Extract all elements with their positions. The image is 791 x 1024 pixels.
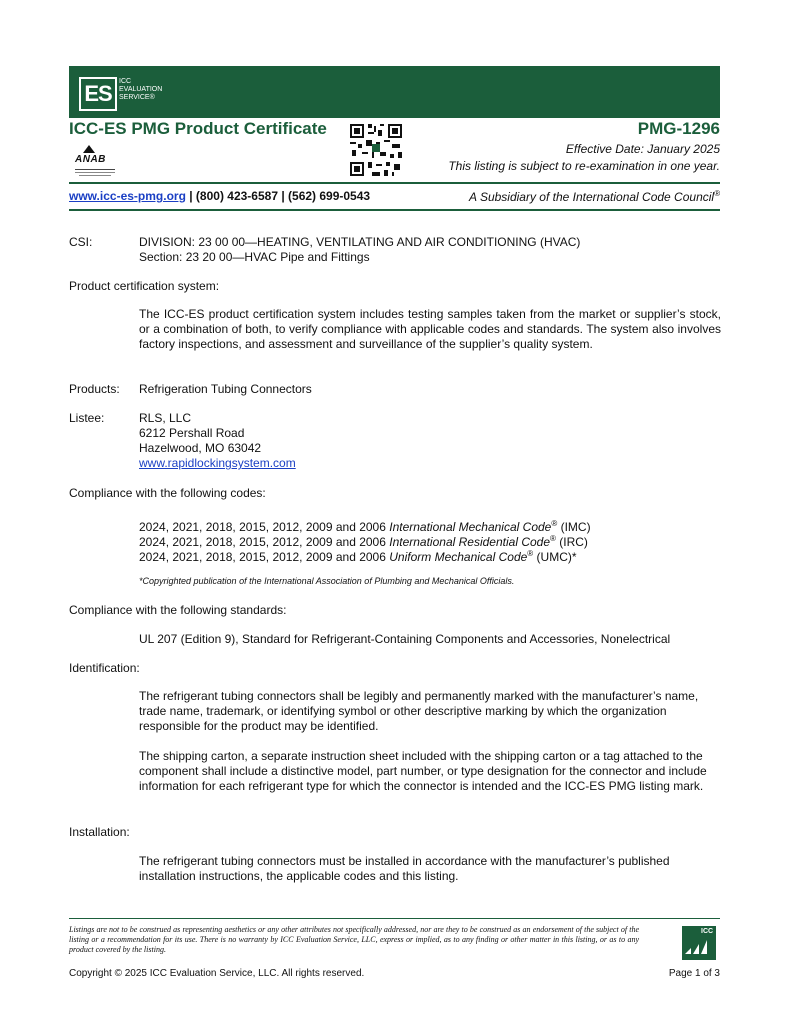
listee-city: Hazelwood, MO 63042 [139,441,262,455]
identification-heading: Identification: [69,661,140,675]
certification-system-body: The ICC-ES product certification system includes testing samples taken from the market or supplier’s stock, or a combination of both, to verify compliance with applicable codes and standards. The system also involves factory inspections, and assessment and surveillance of the supplier’s quality system. [139,307,721,351]
listee-street: 6212 Pershall Road [139,426,245,440]
reexamination-notice: This listing is subject to re-examination in one year. [448,159,720,173]
code-name: International Mechanical Code [389,520,552,534]
code-name: Uniform Mechanical Code [389,550,528,564]
footer-rule [69,918,720,919]
header-banner [69,66,720,118]
anab-label: ANAB [75,154,106,165]
standard-item: UL 207 (Edition 9), Standard for Refrigerant-Containing Components and Accessories, Nonelectrical [139,632,671,646]
footer-disclaimer: Listings are not to be construed as representing aesthetics or any other attributes not specifically addressed, nor are they to be construed as an endorsement of the subject of the listing or a recommendation for its use. There is no warranty by ICC Evaluation Service, LLC, express or implied, as to any finding or other matter in this listing, or as to any product covered by the listing. [69,925,639,954]
listee-name: RLS, LLC [139,411,192,425]
registered-mark: ® [714,189,720,198]
header-rule [69,182,720,184]
certificate-title: ICC-ES PMG Product Certificate [69,119,327,138]
csi-section: Section: 23 20 00—HVAC Pipe and Fittings [139,250,370,264]
es-logo-text [119,78,162,102]
code-abbr: (UMC)* [533,550,577,564]
document-number: PMG-1296 [637,119,720,138]
code-years: 2024, 2021, 2018, 2015, 2012, 2009 and 2006 [139,535,390,549]
es-logo: ES [79,77,117,111]
certification-system-heading: Product certification system: [69,279,220,293]
contact-line [69,189,370,203]
code-mark: ® [551,519,558,528]
listee-website-text[interactable]: www.rapidlockingsystem.com [139,456,296,470]
effective-date: Effective Date: January 2025 [565,142,720,156]
listee-website-link[interactable] [139,456,296,471]
installation-heading: Installation: [69,825,130,839]
es-logo-line: EVALUATION [119,86,163,93]
phone-numbers: | (800) 423-6587 | (562) 699-0543 [185,189,371,203]
es-logo-line: ICC [119,78,132,85]
code-years: 2024, 2021, 2018, 2015, 2012, 2009 and 2006 [139,520,390,534]
code-name: International Residential Code [389,535,551,549]
code-years: 2024, 2021, 2018, 2015, 2012, 2009 and 2006 [139,550,390,564]
es-logo-line: SERVICE® [119,94,155,101]
code-abbr: (IMC) [557,520,591,534]
codes-footnote: *Copyrighted publication of the International Association of Plumbing and Mechanical Officials. [139,576,515,586]
subsidiary-text: A Subsidiary of the International Code Council [469,190,715,204]
products-label: Products: [69,382,120,396]
code-mark: ® [527,549,534,558]
code-abbr: (IRC) [555,535,588,549]
icc-es-pmg-website-link[interactable]: www.icc-es-pmg.org [69,189,186,203]
installation-body: The refrigerant tubing connectors must be installed in accordance with the manufacturer’s published installation instructions, the applicable codes and this listing. [139,854,670,883]
icc-logo-text: ICC [701,928,714,935]
qr-code-icon[interactable] [348,122,404,178]
identification-para-1: The refrigerant tubing connectors shall be legibly and permanently marked with the manufacturer’s name, trade name, trademark, or identifying symbol or other descriptive marking by which the organization responsible for the product may be identified. [139,689,699,733]
code-item [139,546,721,565]
standards-heading: Compliance with the following standards: [69,603,287,617]
codes-heading: Compliance with the following codes: [69,486,266,500]
csi-division: DIVISION: 23 00 00—HEATING, VENTILATING AND AIR CONDITIONING (HVAC) [139,235,581,249]
code-mark: ® [550,534,556,543]
subsidiary-notice [469,189,720,204]
listee-label: Listee: [69,411,105,425]
products-value: Refrigeration Tubing Connectors [139,382,312,396]
identification-para-2: The shipping carton, a separate instruction sheet included with the shipping carton or a tag attached to the component shall include a distinctive model, part number, or type designation for the connector and include information for each refrigerant type for which the connector is intended and the ICC-ES PMG listing mark. [139,749,707,793]
icc-logo [682,926,716,960]
copyright: Copyright © 2025 ICC Evaluation Service, LLC. All rights reserved. [69,968,365,979]
csi-label: CSI: [69,235,93,249]
page-number: Page 1 of 3 [668,968,720,979]
contact-rule [69,209,720,211]
anab-accreditation-logo [69,143,121,179]
